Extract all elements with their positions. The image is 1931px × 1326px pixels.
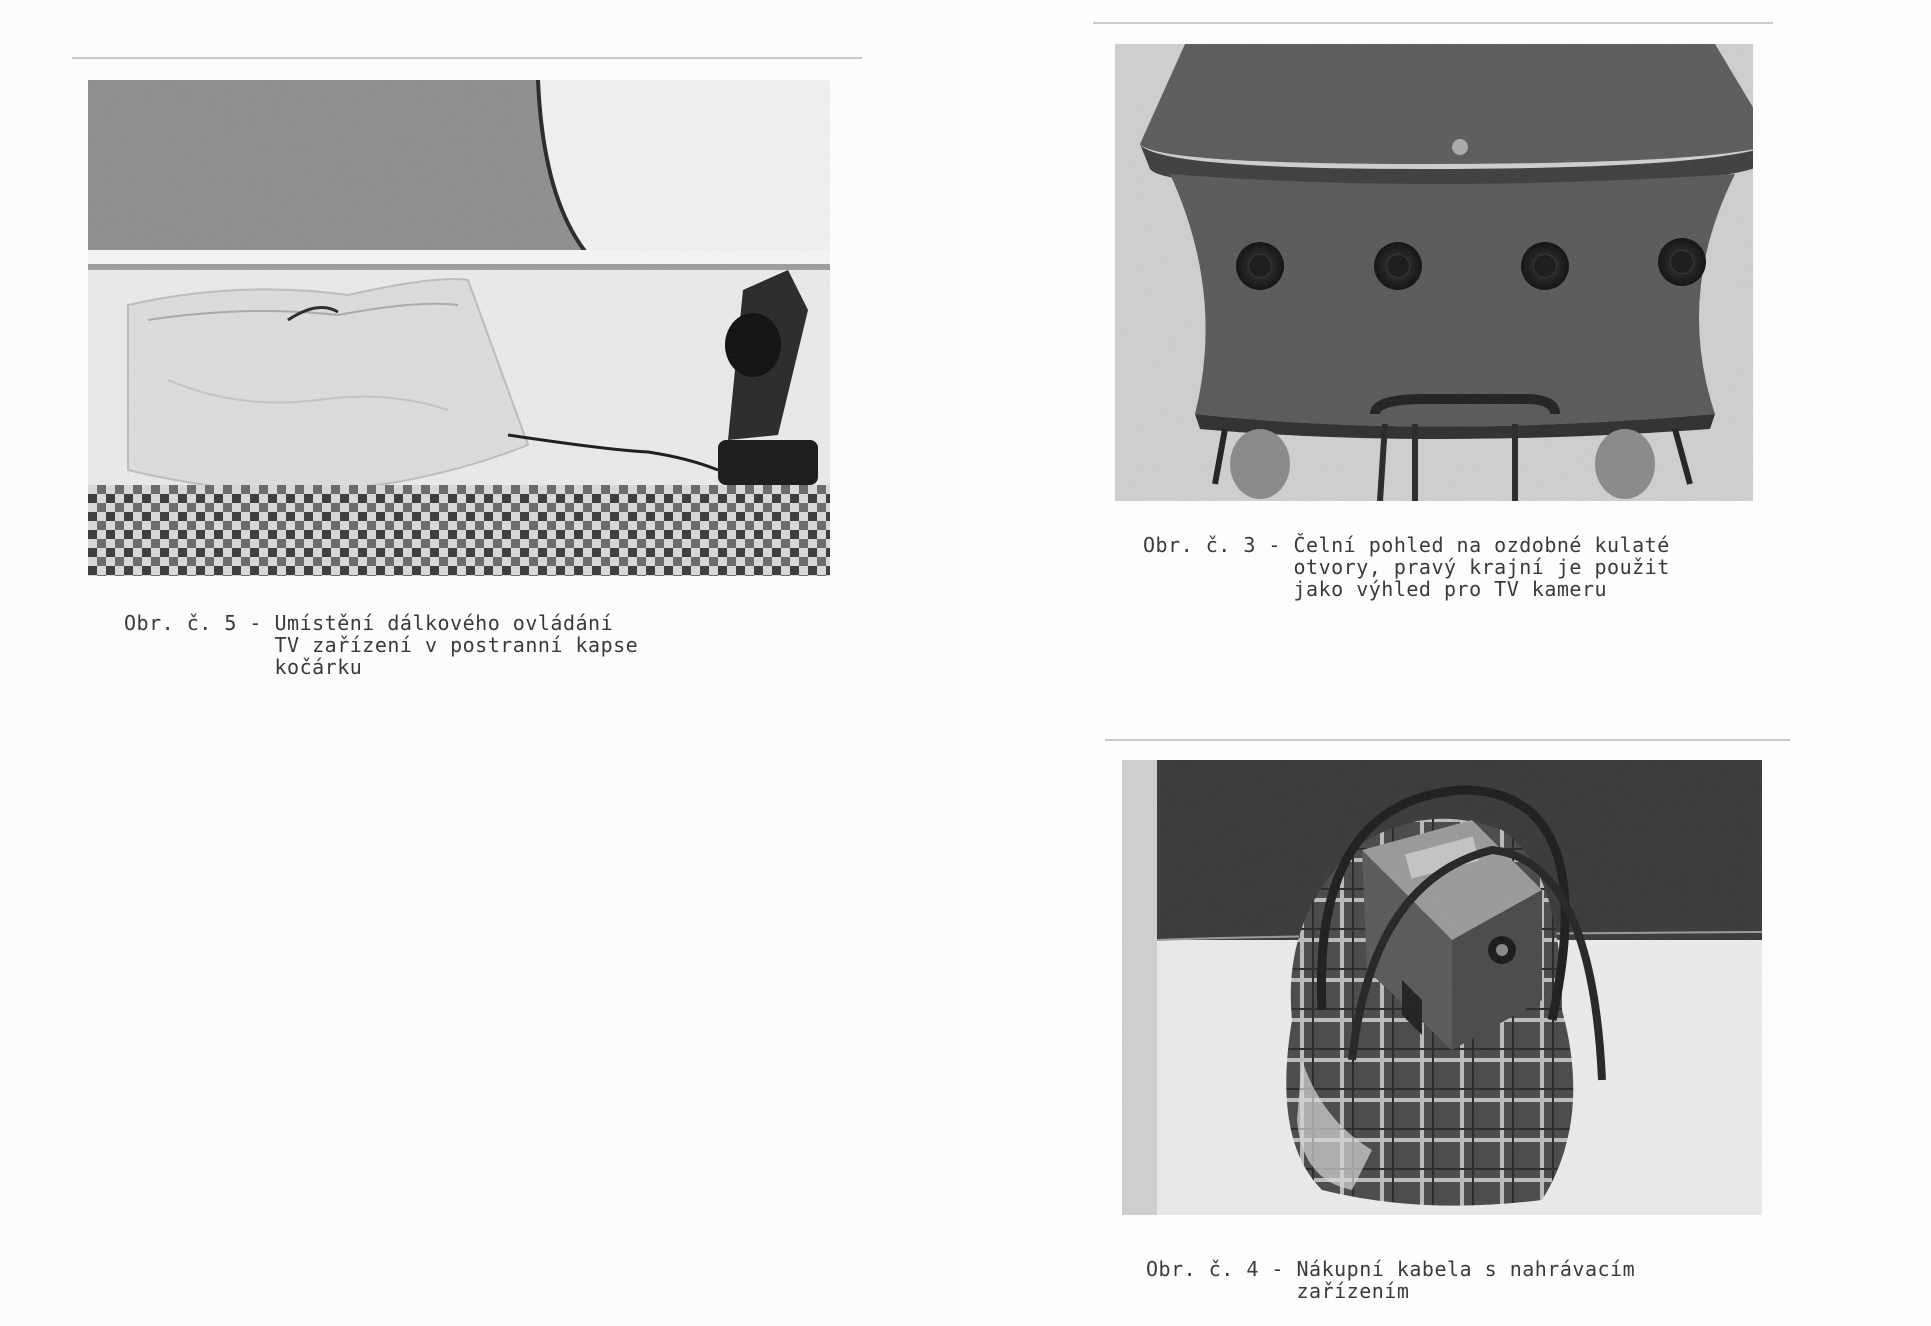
caption-line: Nákupní kabela s nahrávacím: [1296, 1257, 1636, 1281]
figure-label: Obr. č. 3 -: [1143, 533, 1294, 557]
photo-top-rule: [1105, 739, 1790, 741]
caption-line: jako výhled pro TV kameru: [1293, 577, 1608, 601]
caption-line: TV zařízení v postranní kapse: [274, 633, 639, 657]
caption-line: Čelní pohled na ozdobné kulaté: [1293, 533, 1670, 557]
photo-shopping-bag-recorder: [1122, 760, 1762, 1215]
figure-label: Obr. č. 5 -: [124, 611, 275, 635]
caption-line: kočárku: [274, 655, 363, 679]
caption-line: Umístění dálkového ovládání: [274, 611, 614, 635]
figure-caption-3: [1143, 534, 1670, 600]
photo-top-rule: [1093, 22, 1773, 24]
left-page: [0, 0, 965, 1326]
caption-line: otvory, pravý krajní je použit: [1293, 555, 1670, 579]
figure-label: Obr. č. 4 -: [1146, 1257, 1297, 1281]
photo-top-rule: [72, 57, 862, 59]
figure-caption-4: [1146, 1258, 1635, 1302]
right-page: [965, 0, 1931, 1326]
figure-caption-5: [124, 612, 638, 678]
caption-line: zařízením: [1296, 1279, 1410, 1303]
photo-remote-control-in-pram-pocket: [88, 80, 830, 576]
photo-box-front-round-holes: [1115, 44, 1753, 501]
